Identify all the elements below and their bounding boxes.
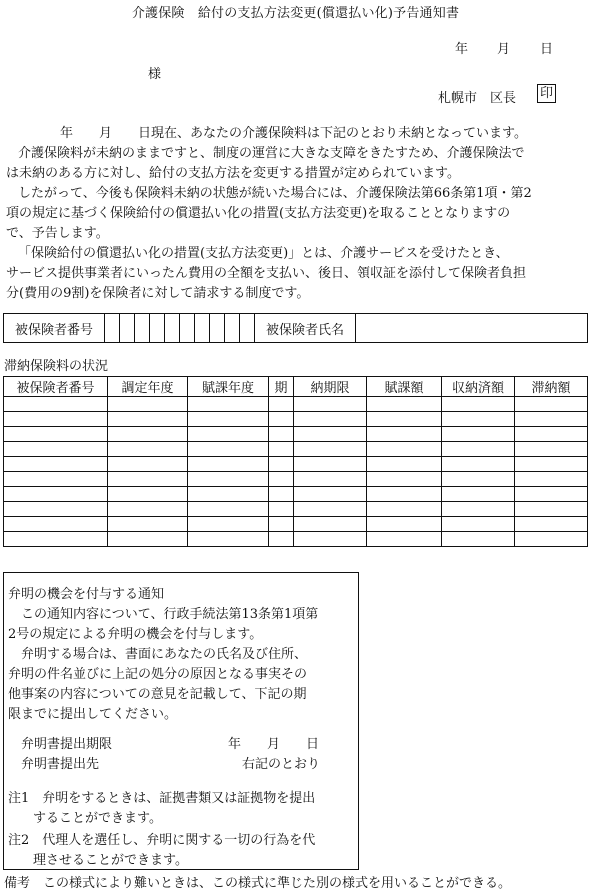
note2-line: 理させることができます。 <box>33 853 188 868</box>
insured-number-label: 被保険者番号 <box>4 314 105 343</box>
arrears-cell[interactable] <box>442 397 515 412</box>
arrears-cell[interactable] <box>108 532 188 547</box>
column-header: 調定年度 <box>108 377 188 397</box>
intro-p3-l3: 分(費用の9割)を保険者に対して請求する制度です。 <box>6 286 310 301</box>
arrears-empty-row <box>4 412 588 427</box>
column-header: 納期限 <box>294 377 367 397</box>
insured-number-digit[interactable] <box>120 314 135 343</box>
arrears-header-row <box>4 377 588 397</box>
arrears-cell[interactable] <box>108 472 188 487</box>
document-title: 介護保険 給付の支払方法変更(償還払い化)予告通知書 <box>131 6 460 21</box>
arrears-cell[interactable] <box>188 472 269 487</box>
arrears-cell[interactable] <box>108 427 188 442</box>
notice-line: 限までに提出してください。 <box>8 707 178 722</box>
arrears-cell[interactable] <box>269 487 294 502</box>
arrears-cell[interactable] <box>108 397 188 412</box>
arrears-cell[interactable] <box>367 442 442 457</box>
date-year: 年 <box>455 42 469 57</box>
intro-p2-l1: したがって、今後も保険料未納の状態が続いた場合には、介護保険法第66条第1項・第2 <box>18 186 532 201</box>
column-header: 期 <box>269 377 294 397</box>
arrears-cell[interactable] <box>4 517 108 532</box>
arrears-cell[interactable] <box>515 412 588 427</box>
arrears-cell[interactable] <box>4 457 108 472</box>
intro-text <box>6 124 586 304</box>
arrears-cell[interactable] <box>442 427 515 442</box>
hearing-notice-box <box>3 572 359 870</box>
arrears-cell[interactable] <box>4 442 108 457</box>
arrears-cell[interactable] <box>294 487 367 502</box>
arrears-cell[interactable] <box>367 427 442 442</box>
arrears-cell[interactable] <box>515 427 588 442</box>
arrears-cell[interactable] <box>442 442 515 457</box>
arrears-cell[interactable] <box>269 442 294 457</box>
date-month: 月 <box>497 42 511 57</box>
arrears-cell[interactable] <box>442 412 515 427</box>
arrears-cell[interactable] <box>269 412 294 427</box>
arrears-cell[interactable] <box>442 472 515 487</box>
notice-line: 2号の規定による弁明の機会を付与します。 <box>8 627 263 642</box>
arrears-cell[interactable] <box>367 487 442 502</box>
arrears-cell[interactable] <box>269 427 294 442</box>
arrears-cell[interactable] <box>367 412 442 427</box>
arrears-table <box>3 376 588 547</box>
arrears-cell[interactable] <box>515 397 588 412</box>
arrears-cell[interactable] <box>294 502 367 517</box>
arrears-cell[interactable] <box>4 427 108 442</box>
arrears-cell[interactable] <box>108 457 188 472</box>
arrears-cell[interactable] <box>188 532 269 547</box>
arrears-empty-row <box>4 487 588 502</box>
intro-p3-l2: サービス提供事業者にいったん費用の全額を支払い、後日、領収証を添付して保険者負担 <box>6 266 527 281</box>
arrears-cell[interactable] <box>4 412 108 427</box>
insured-number-digit[interactable] <box>150 314 165 343</box>
arrears-cell[interactable] <box>269 397 294 412</box>
arrears-empty-row <box>4 397 588 412</box>
insured-id-table <box>3 313 588 343</box>
note1-line: 注1 弁明をするときは、証拠書類又は証拠物を提出 <box>8 791 316 806</box>
arrears-empty-row <box>4 427 588 442</box>
arrears-cell[interactable] <box>188 397 269 412</box>
insured-number-digit[interactable] <box>105 314 120 343</box>
arrears-cell[interactable] <box>188 502 269 517</box>
insured-number-digit[interactable] <box>195 314 210 343</box>
arrears-cell[interactable] <box>188 442 269 457</box>
insured-number-digit[interactable] <box>180 314 195 343</box>
arrears-cell[interactable] <box>188 457 269 472</box>
column-header: 滞納額 <box>515 377 588 397</box>
arrears-cell[interactable] <box>294 442 367 457</box>
arrears-cell[interactable] <box>108 502 188 517</box>
arrears-empty-row <box>4 517 588 532</box>
arrears-cell[interactable] <box>515 502 588 517</box>
seal-stamp: 印 <box>537 84 556 103</box>
arrears-cell[interactable] <box>442 502 515 517</box>
notice-line: 他事案の内容についての意見を記載して、下記の期 <box>8 687 307 702</box>
insured-number-digit[interactable] <box>240 314 255 343</box>
arrears-heading: 滞納保険料の状況 <box>4 359 109 374</box>
arrears-cell[interactable] <box>4 532 108 547</box>
arrears-cell[interactable] <box>367 472 442 487</box>
arrears-cell[interactable] <box>4 502 108 517</box>
insured-name-field[interactable] <box>356 314 588 343</box>
remark-text: 備考 この様式により難いときは、この様式に準じた別の様式を用いることができる。 <box>4 876 512 891</box>
arrears-cell[interactable] <box>515 487 588 502</box>
notice-line: この通知内容について、行政手続法第13条第1項第 <box>21 607 319 622</box>
arrears-cell[interactable] <box>294 517 367 532</box>
intro-p1-l1: 介護保険料が未納のままですと、制度の運営に大きな支障をきたすため、介護保険法で <box>18 146 525 161</box>
arrears-cell[interactable] <box>442 487 515 502</box>
arrears-cell[interactable] <box>269 472 294 487</box>
date-day: 日 <box>540 42 554 57</box>
issuer-name: 札幌市 区長 <box>438 91 517 106</box>
deadline-label: 弁明書提出期限 <box>21 737 113 752</box>
arrears-cell[interactable] <box>108 517 188 532</box>
arrears-cell[interactable] <box>108 442 188 457</box>
intro-first-line: 年 月 日現在、あなたの介護保険料は下記のとおり未納となっています。 <box>60 126 527 141</box>
insured-number-digit[interactable] <box>225 314 240 343</box>
notice-line: 弁明の件名並びに上記の処分の原因となる事実その <box>8 667 308 682</box>
arrears-cell[interactable] <box>188 517 269 532</box>
arrears-cell[interactable] <box>269 502 294 517</box>
arrears-empty-row <box>4 442 588 457</box>
intro-p2-l2: 項の規定に基づく保険給付の償還払い化の措置(支払方法変更)を取ることとなりますの <box>6 206 511 221</box>
addressee-suffix: 様 <box>148 67 162 82</box>
column-header: 賦課年度 <box>188 377 269 397</box>
arrears-cell[interactable] <box>188 427 269 442</box>
column-header: 被保険者番号 <box>4 377 108 397</box>
note1-line: することができます。 <box>33 811 162 826</box>
deadline-value: 年 月 日 <box>228 737 320 752</box>
submit-to-value: 右記のとおり <box>242 757 321 772</box>
arrears-empty-row <box>4 532 588 547</box>
arrears-cell[interactable] <box>108 412 188 427</box>
arrears-cell[interactable] <box>442 532 515 547</box>
intro-p1-l2: は未納のある方に対し、給付の支払方法を変更する措置が定められています。 <box>6 166 460 181</box>
arrears-cell[interactable] <box>294 412 367 427</box>
column-header: 収納済額 <box>442 377 515 397</box>
arrears-cell[interactable] <box>269 517 294 532</box>
arrears-cell[interactable] <box>294 472 367 487</box>
column-header: 賦課額 <box>367 377 442 397</box>
arrears-cell[interactable] <box>294 427 367 442</box>
arrears-cell[interactable] <box>442 517 515 532</box>
submit-to-label: 弁明書提出先 <box>21 757 100 772</box>
arrears-cell[interactable] <box>442 457 515 472</box>
arrears-cell[interactable] <box>367 397 442 412</box>
arrears-cell[interactable] <box>294 397 367 412</box>
arrears-empty-row <box>4 502 588 517</box>
arrears-empty-row <box>4 457 588 472</box>
insured-number-digit[interactable] <box>135 314 150 343</box>
arrears-cell[interactable] <box>269 457 294 472</box>
arrears-cell[interactable] <box>4 397 108 412</box>
note2-line: 注2 代理人を選任し、弁明に関する一切の行為を代 <box>8 833 316 848</box>
arrears-cell[interactable] <box>515 442 588 457</box>
arrears-cell[interactable] <box>269 532 294 547</box>
insured-name-label: 被保険者氏名 <box>255 314 356 343</box>
arrears-cell[interactable] <box>188 412 269 427</box>
arrears-cell[interactable] <box>188 487 269 502</box>
arrears-cell[interactable] <box>515 532 588 547</box>
arrears-cell[interactable] <box>367 532 442 547</box>
notice-heading: 弁明の機会を付与する通知 <box>8 587 165 602</box>
arrears-cell[interactable] <box>294 532 367 547</box>
arrears-cell[interactable] <box>515 517 588 532</box>
intro-p3-l1: 「保険給付の償還払い化の措置(支払方法変更)」とは、介護サービスを受けたとき、 <box>18 246 509 261</box>
arrears-cell[interactable] <box>294 457 367 472</box>
intro-p2-l3: で、予告します。 <box>6 226 109 241</box>
arrears-empty-row <box>4 472 588 487</box>
arrears-cell[interactable] <box>515 457 588 472</box>
insured-number-digit[interactable] <box>165 314 180 343</box>
arrears-cell[interactable] <box>367 457 442 472</box>
arrears-cell[interactable] <box>367 517 442 532</box>
arrears-cell[interactable] <box>515 472 588 487</box>
arrears-cell[interactable] <box>108 487 188 502</box>
insured-number-digit[interactable] <box>210 314 225 343</box>
arrears-cell[interactable] <box>4 472 108 487</box>
arrears-cell[interactable] <box>4 487 108 502</box>
notice-line: 弁明する場合は、書面にあなたの氏名及び住所、 <box>21 647 308 662</box>
arrears-cell[interactable] <box>367 502 442 517</box>
